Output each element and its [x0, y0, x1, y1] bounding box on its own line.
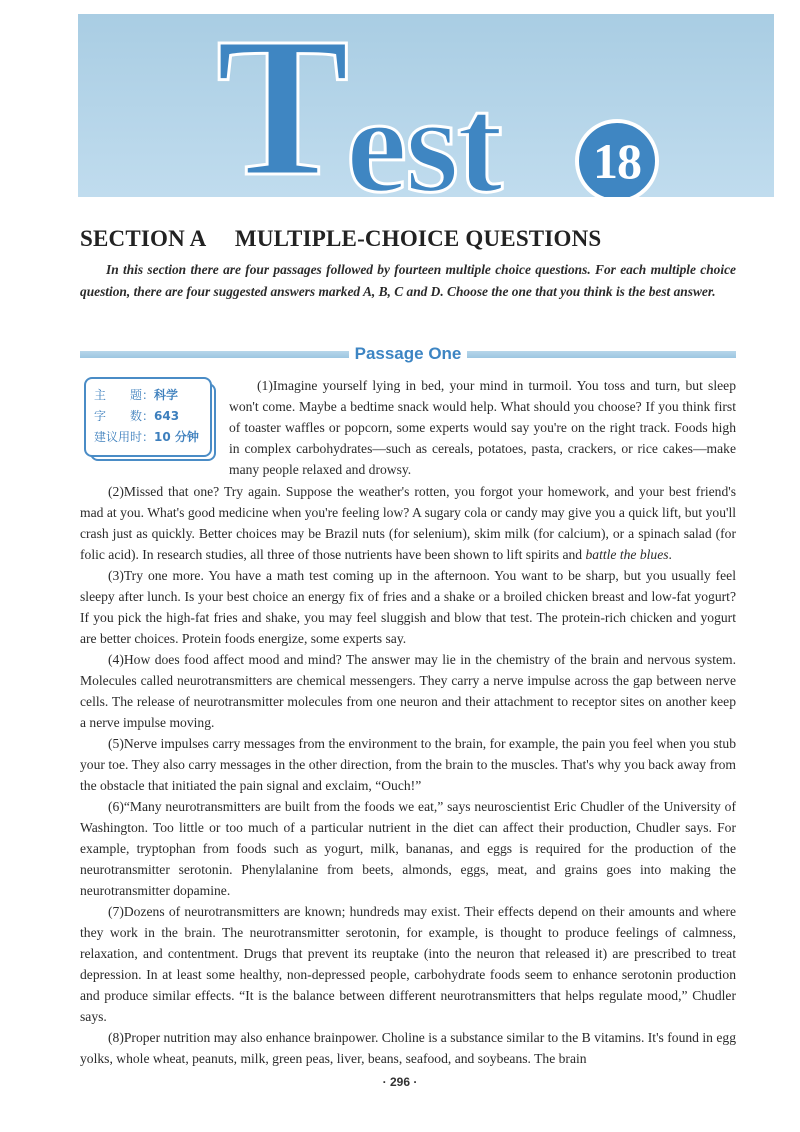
section-instructions: In this section there are four passages followed by fourteen multiple choice questions. For each multiple choice question, there are four suggested answers marked A, B, C and D. Choose the one that you think is the best answer.: [80, 262, 736, 299]
paragraph-2-italic: battle the blues: [585, 547, 669, 562]
paragraph-8: (8)Proper nutrition may also enhance brainpower. Choline is a substance similar to the B vitamins. It's found in egg yolks, whole wheat, peanuts, milk, green peas, liver, beans, seafood, and soybeans. The brain: [80, 1030, 736, 1066]
section-title: SECTION A MULTIPLE-CHOICE QUESTIONS: [80, 226, 602, 251]
info-time-value: 10 分钟: [154, 430, 199, 444]
passage-body: [80, 481, 736, 1069]
passage-header-bar-right: [467, 351, 736, 358]
passage-info-box: [84, 377, 212, 457]
paragraph-1: (1)Imagine yourself lying in bed, your mind in turmoil. You toss and turn, but sleep won't come. Maybe a bedtime snack would help. What should you choose? If you think first of toaster waffles or popcorn, some experts would say you're on the right track. Foods high in complex carbohydrates—such as cereals, potatoes, pasta, crackers, or rice cakes—make many people relaxed and drowsy.: [229, 378, 736, 477]
passage-header-bar-left: [80, 351, 349, 358]
info-word-count-key: 字 数：: [94, 409, 155, 423]
title-letter-t: T: [216, 14, 346, 197]
paragraph-4: (4)How does food affect mood and mind? The answer may lie in the chemistry of the brain and nervous system. Molecules called neurotransmitters are chemical messengers. They carry a nerve impulse across the gap between nerve cells. The release of neurotransmitter molecules from one neuron and their attachment to receptor sites on another keep a nerve impulse moving.: [80, 652, 736, 730]
paragraph-6: (6)“Many neurotransmitters are built from the foods we eat,” says neuroscientist Eric Chudler of the University of Washington. Too little or too much of a particular nutrient in the diet can affect their production, Chudler says. For example, tryptophan from foods such as yogurt, milk, bananas, and eggs is required for the production of the neurotransmitter serotonin. Phenylalanine from beets, almonds, eggs, meat, and grains goes into making the neurotransmitter dopamine.: [80, 799, 736, 898]
info-time: [94, 427, 202, 448]
page-number: · 296 ·: [382, 1075, 418, 1089]
paragraph-2-end: .: [668, 547, 672, 562]
paragraph-7: (7)Dozens of neurotransmitters are known; hundreds may exist. Their effects depend on their amounts and where they work in the brain. The neurotransmitter serotonin, for example, is thought to produce feelings of calmness, relaxation, and contentment. Drugs that prevent its reuptake (into the neuron that released it) are prescribed to treat depression. In at least some healthy, non-depressed people, carbohydrate foods seem to enhance serotonin production and produce similar effects. “It is the balance between different neurotransmitters that helps regulate mood,” Chudler says.: [80, 904, 736, 1024]
title-letters-est: est: [346, 68, 501, 197]
info-time-key: 建议用时：: [94, 430, 155, 444]
info-topic-value: 科学: [154, 388, 179, 402]
test-number-badge: [575, 119, 659, 197]
info-word-count-value: 643: [154, 409, 180, 423]
paragraph-5: (5)Nerve impulses carry messages from the environment to the brain, for example, the pain you feel when you stub your toe. They also carry messages in the other direction, from the brain to the muscles. That's why you back away from the obstacle that initiated the pain signal and exclaim, “Ouch!”: [80, 736, 736, 793]
title-banner: [78, 14, 774, 197]
paragraph-2-text: (2)Missed that one? Try again. Suppose the weather's rotten, you forgot your homework, and your best friend's mad at you. What's good medicine when you're feeling low? A sugary cola or candy may give you a quick lift, but you'll crash just as quickly. Better choices may be Brazil nuts (for selenium), skim milk (for calcium), or a spinach salad (for folic acid). In research studies, all three of those nutrients have been shown to lift spirits and: [80, 484, 736, 562]
info-word-count: [94, 406, 202, 427]
passage-header: [80, 343, 736, 365]
info-topic: [94, 385, 202, 406]
paragraph-2: [80, 481, 736, 565]
passage-label: Passage One: [354, 344, 462, 363]
paragraph-3: (3)Try one more. You have a math test coming up in the afternoon. You want to be sharp, but you usually feel sleepy after lunch. Is your best choice an energy fix of fries and a shake or a broiled chicken breast and low-fat yogurt? If you pick the high-fat fries and shake, you may feel sluggish and blow that test. The protein-rich chicken and yogurt are better choices. Protein foods energize, some experts say.: [80, 568, 736, 646]
info-topic-key: 主 题：: [94, 388, 155, 402]
test-number: 18: [593, 133, 641, 189]
